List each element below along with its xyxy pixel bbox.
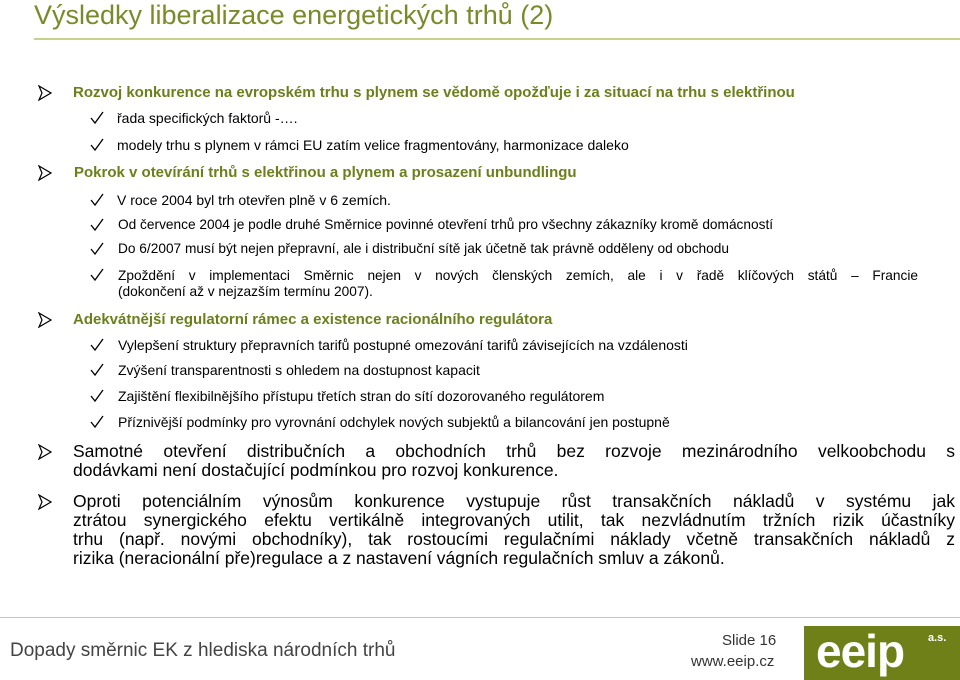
checkmark-icon	[90, 111, 104, 125]
arrow-bullet-icon	[38, 165, 52, 181]
bullet-text-line: Samotné otevření distribučních a obchodních trhů bez rozvoje mezinárodního velkoobchodu s	[73, 441, 955, 461]
arrow-bullet-icon	[38, 444, 52, 460]
checkmark-icon	[90, 363, 104, 377]
check-text: Zajištění flexibilnějšího přístupu třetích stran do sítí dozorovaného regulátorem	[118, 388, 605, 404]
checkmark-icon	[90, 242, 104, 256]
bullet-text-line: ztrátou synergického efektu vertikálně integrovaných utilit, tak nezvládnutím tržních rizik účastníky	[73, 510, 955, 530]
check-text: řada specifických faktorů -….	[117, 110, 298, 126]
check-text: Do 6/2007 musí být nejen přepravní, ale i distribuční sítě jak účetně tak právně odděleny od obchodu	[118, 241, 729, 256]
title-divider	[34, 38, 960, 40]
bullet-text-line: Oproti potenciálním výnosům konkurence vystupuje růst transakčních nákladů v systému jak	[73, 491, 955, 511]
checkmark-icon	[90, 138, 104, 152]
bullet-text: Rozvoj konkurence na evropském trhu s plynem se vědomě opožďuje i za situací na trhu s elektřinou	[73, 84, 795, 101]
check-text: Zvýšení transparentnosti s ohledem na dostupnost kapacit	[118, 362, 480, 378]
slide-number: Slide 16	[722, 632, 777, 649]
checkmark-icon	[90, 338, 104, 352]
checkmark-icon	[90, 193, 104, 207]
check-text: modely trhu s plynem v rámci EU zatím velice fragmentovány, harmonizace daleko	[117, 137, 629, 153]
checkmark-icon	[90, 415, 104, 429]
checkmark-icon	[90, 389, 104, 403]
arrow-bullet-icon	[38, 312, 52, 328]
footer-divider	[0, 617, 960, 618]
footer-website-link[interactable]: www.eeip.cz	[691, 653, 775, 670]
arrow-bullet-icon	[38, 494, 52, 510]
slide-title: Výsledky liberalizace energetických trhů (2)	[34, 0, 554, 30]
check-text: V roce 2004 byl trh otevřen plně v 6 zemích.	[117, 192, 391, 208]
checkmark-icon	[90, 268, 104, 282]
bullet-text-line: rizika (neracionální pře)regulace a z nastavení vágních regulačních smluv a zákonů.	[73, 548, 725, 568]
check-text: Příznivější podmínky pro vyrovnání odchylek nových subjektů a bilancování jen postupně	[118, 414, 670, 430]
bullet-text-line: dodávkami není dostačující podmínkou pro rozvoj konkurence.	[73, 460, 559, 480]
check-text: Vylepšení struktury přepravních tarifů postupné omezování tarifů závisejících na vzdálenosti	[118, 337, 688, 353]
checkmark-icon	[90, 218, 104, 232]
logo-suffix: a.s.	[928, 632, 947, 644]
check-text-line: (dokončení až v nejzazším termínu 2007).	[118, 284, 373, 299]
bullet-text: Adekvátnější regulatorní rámec a existence racionálního regulátora	[73, 311, 553, 328]
bullet-text-line: trhu (např. novými obchodníky), tak rostoucími regulačními náklady včetně transakčních nákladů z	[73, 529, 955, 549]
check-text-line: Zpoždění v implementaci Směrnic nejen v nových členských zemích, ale i v řadě klíčových států – Francie	[118, 268, 918, 283]
eeip-logo	[804, 626, 960, 680]
footer-title: Dopady směrnic EK z hlediska národních trhů	[10, 640, 396, 661]
bullet-text: Pokrok v otevírání trhů s elektřinou a plynem a prosazení unbundlingu	[74, 164, 577, 181]
arrow-bullet-icon	[38, 85, 52, 101]
check-text: Od července 2004 je podle druhé Směrnice povinné otevření trhů pro všechny zákazníky kromě domácností	[118, 217, 774, 232]
logo-wordmark: eeip	[816, 625, 905, 677]
